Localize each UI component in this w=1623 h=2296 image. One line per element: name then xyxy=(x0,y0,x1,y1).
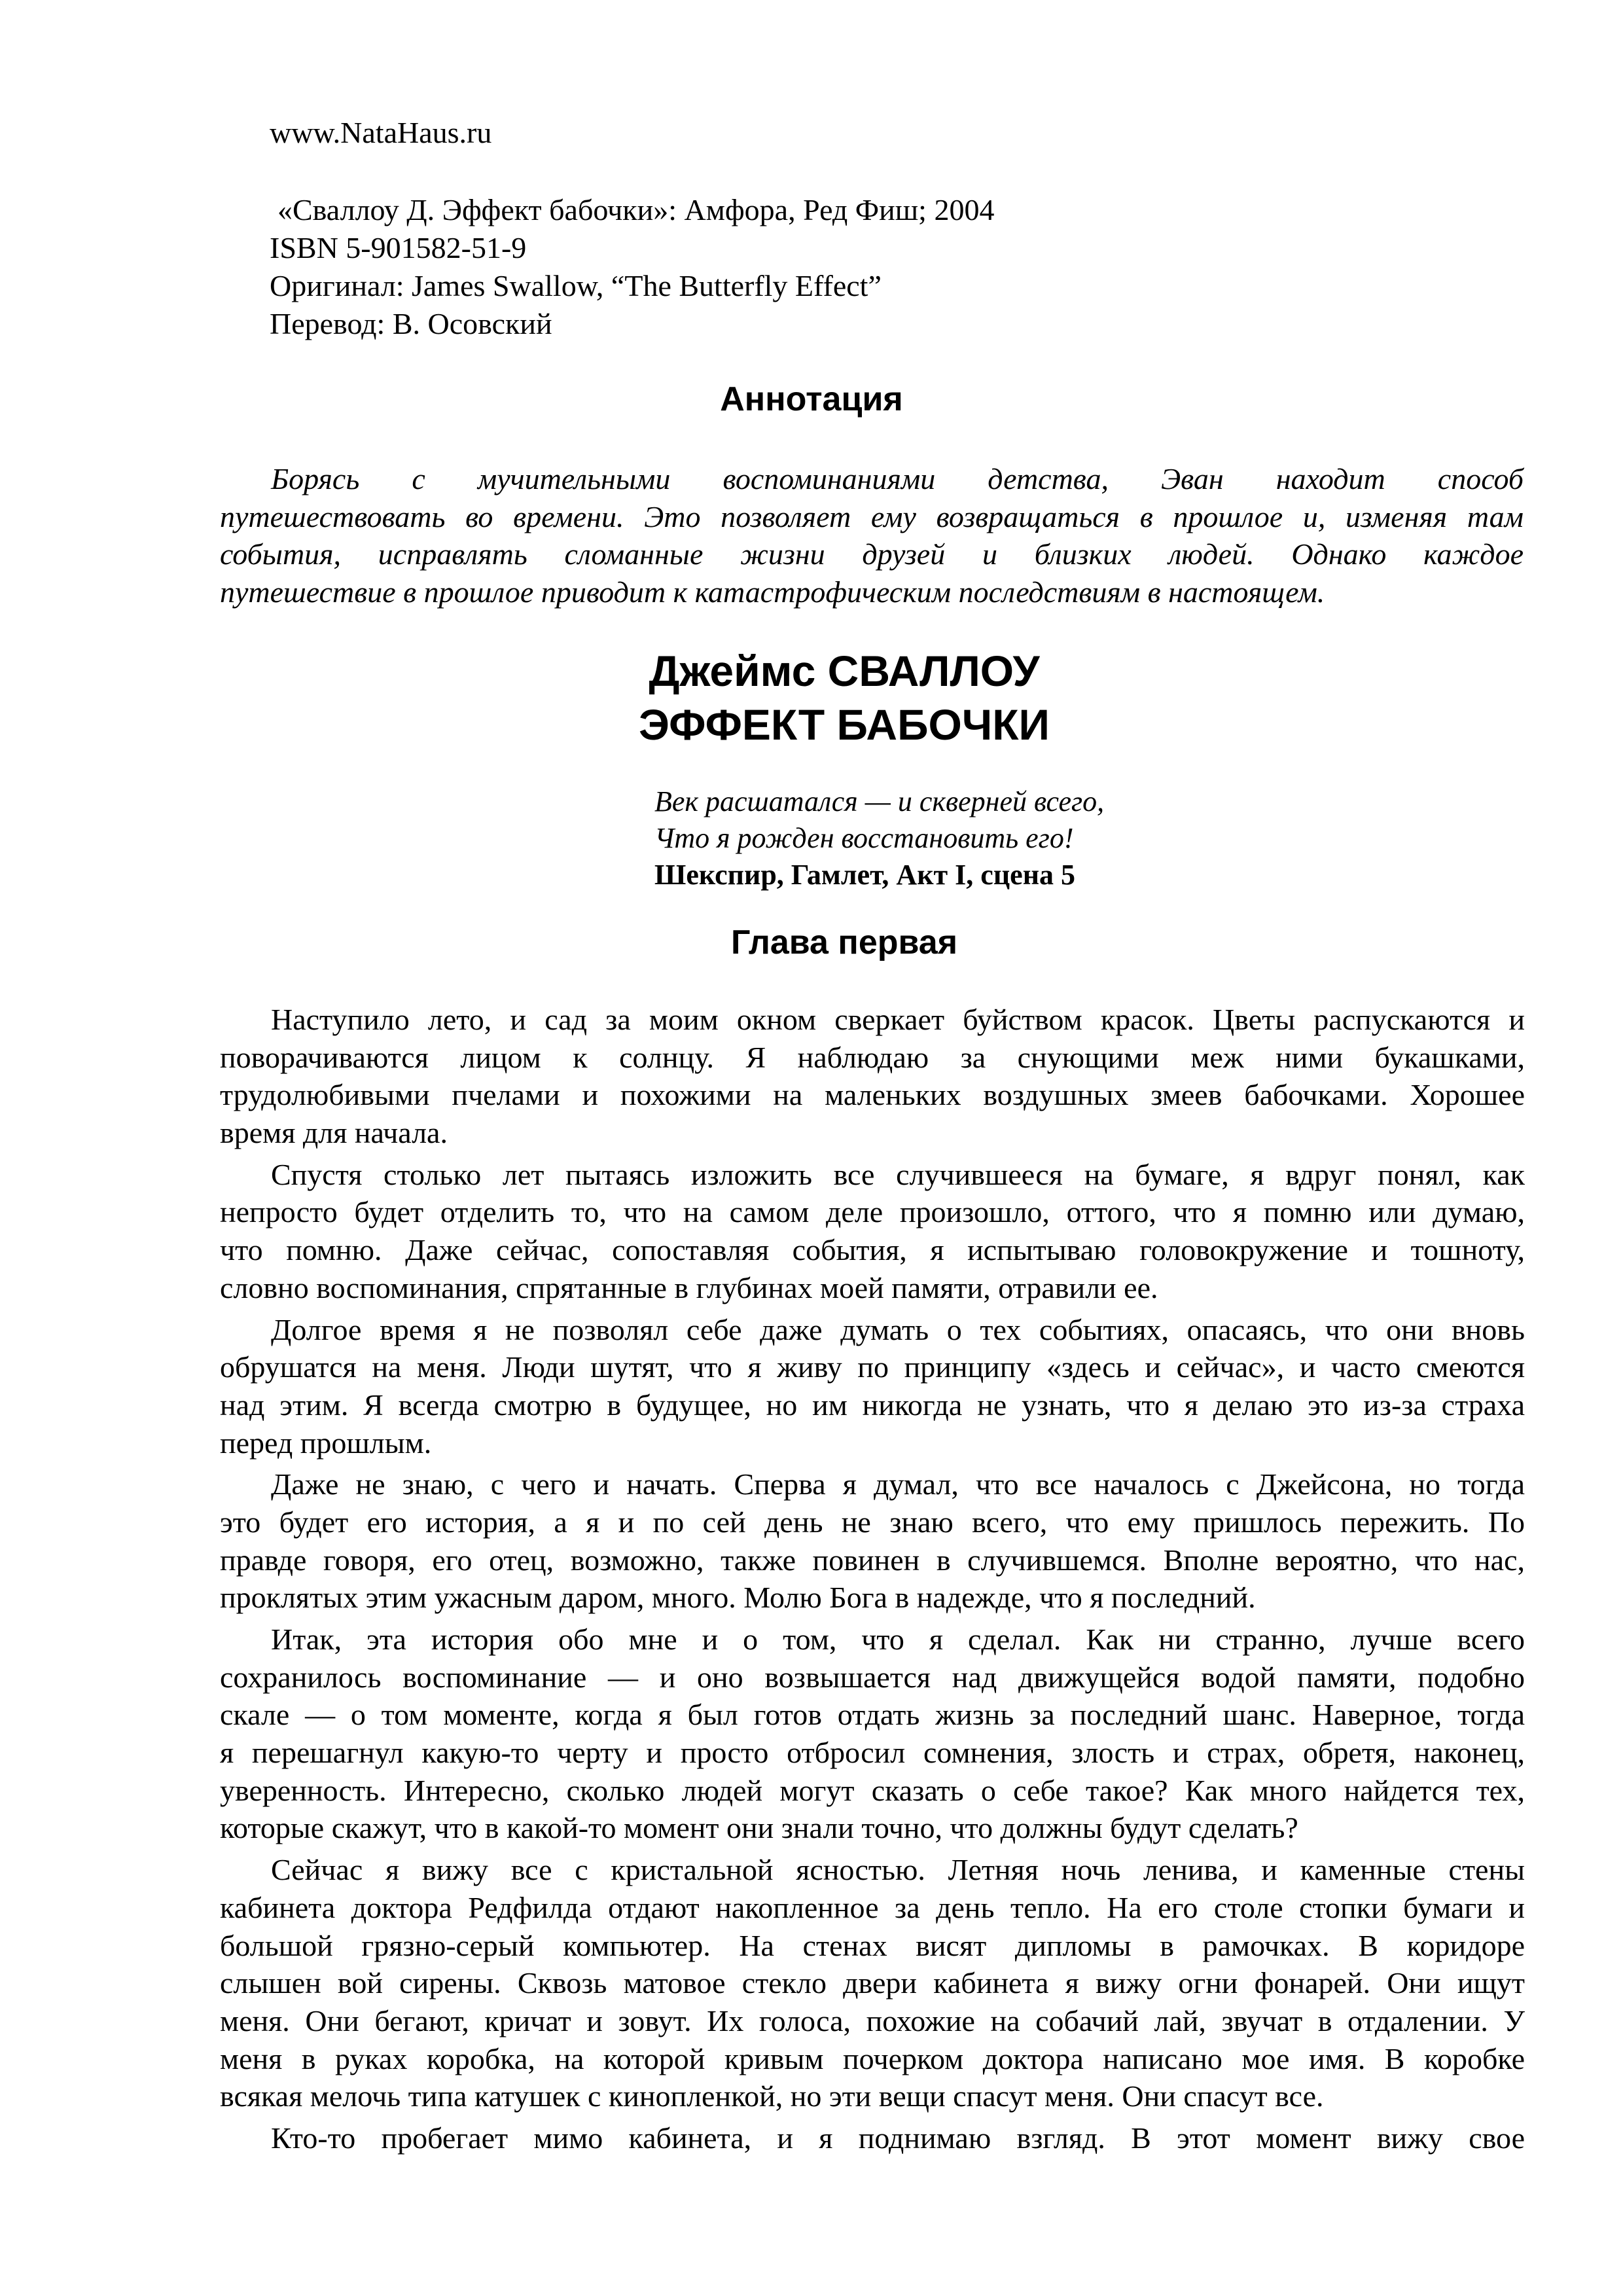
body-line: Наступило лето, и сад за моим окном сверкает буйством красок. Цветы распускаются и xyxy=(271,1003,1525,1036)
bibliographic-info xyxy=(270,191,994,343)
book-title: ЭФФЕКТ БАБОЧКИ xyxy=(639,700,1050,749)
body-line: сохранилось воспоминание — и оно возвышается над движущейся водой памяти, подобно xyxy=(220,1660,1525,1694)
body-line: кабинета доктора Редфилда отдают накопленное за день тепло. На его столе стопки бумаги и xyxy=(220,1890,1525,1924)
body-line: поворачиваются лицом к солнцу. Я наблюдаю за снующими меж ними букашками, xyxy=(220,1040,1525,1074)
epigraph-line: Век расшатался — и скверней всего, xyxy=(654,785,1105,817)
body-line: правде говоря, его отец, возможно, также повинен в случившемся. Вполне вероятно, что нас, xyxy=(220,1543,1525,1577)
body-line: меня в руках коробка, на которой кривым почерком доктора написано мое имя. В коробке xyxy=(220,2041,1525,2075)
source-url: www.NataHaus.ru xyxy=(270,116,492,149)
body-line: Кто-то пробегает мимо кабинета, и я поднимаю взгляд. В этот момент вижу свое xyxy=(271,2121,1525,2155)
body-line: словно воспоминания, спрятанные в глубинах моей памяти, отравили ее. xyxy=(220,1270,1158,1304)
body-line: трудолюбивыми пчелами и похожими на маленьких воздушных змеев бабочками. Хорошее xyxy=(220,1078,1525,1112)
body-line: непросто будет отделить то, что на самом деле произошло, оттого, что я помню или думаю, xyxy=(220,1195,1525,1229)
book-author: Джеймс СВАЛЛОУ xyxy=(649,647,1040,695)
epigraph-line: Что я рожден восстановить его! xyxy=(654,822,1074,854)
body-line: всякая мелочь типа катушек с кинопленкой, но эти вещи спасут меня. Они спасут все. xyxy=(220,2079,1324,2113)
annotation-heading: Аннотация xyxy=(720,380,903,418)
bib-original: Оригинал: James Swallow, “The Butterfly Effect” xyxy=(270,269,882,302)
chapter-body xyxy=(220,1001,1525,2157)
annotation-text xyxy=(220,460,1524,611)
body-line: Даже не знаю, с чего и начать. Сперва я думал, что все началось с Джейсона, но тогда xyxy=(271,1467,1525,1501)
body-line: Спустя столько лет пытаясь изложить все случившееся на бумаге, я вдруг понял, как xyxy=(271,1157,1525,1191)
annotation-line: Борясь с мучительными воспоминаниями детства, Эван находит способ xyxy=(271,462,1524,495)
body-line: время для начала. xyxy=(220,1116,448,1150)
body-line: я перешагнул какую-то черту и просто отбросил сомнения, злость и страх, обретя, наконец, xyxy=(220,1736,1525,1770)
body-line: Долгое время я не позволял себе даже думать о тех событиях, опасаясь, что они вновь xyxy=(271,1312,1525,1346)
body-line: большой грязно-серый компьютер. На стенах висят дипломы в рамочках. В коридоре xyxy=(220,1928,1525,1962)
bib-citation: «Сваллоу Д. Эффект бабочки»: Амфора, Ред Фиш; 2004 xyxy=(277,193,995,226)
body-line: скале — о том моменте, когда я был готов отдать жизнь за последний шанс. Наверное, тогда xyxy=(220,1698,1525,1732)
chapter-heading: Глава первая xyxy=(730,924,958,961)
body-line: меня. Они бегают, кричат и зовут. Их голоса, похожие на собачий лай, звучат в отдалении. У xyxy=(220,2003,1525,2037)
body-line: уверенность. Интересно, сколько людей могут сказать о себе такое? Как много найдется тех, xyxy=(220,1773,1525,1807)
annotation-line: путешествовать во времени. Это позволяет ему возвращаться в прошлое и, изменяя там xyxy=(220,499,1524,533)
body-line: слышен вой сирены. Сквозь матовое стекло двери кабинета я вижу огни фонарей. Они ищут xyxy=(220,1966,1525,2000)
body-line: перед прошлым. xyxy=(220,1426,432,1460)
epigraph xyxy=(654,783,1104,893)
body-line: над этим. Я всегда смотрю в будущее, но им никогда не узнать, что я делаю это из-за страха xyxy=(220,1388,1525,1422)
annotation-line: события, исправлять сломанные жизни друзей и близких людей. Однако каждое xyxy=(220,537,1524,571)
body-line: проклятых этим ужасным даром, много. Молю Бога в надежде, что я последний. xyxy=(220,1581,1256,1615)
body-line: что помню. Даже сейчас, сопоставляя события, я испытываю головокружение и тошноту, xyxy=(220,1233,1525,1267)
body-line: Итак, эта история обо мне и о том, что я сделал. Как ни странно, лучше всего xyxy=(271,1623,1525,1656)
body-line: это будет его история, а я и по сей день не знаю всего, что ему пришлось пережить. По xyxy=(220,1505,1525,1539)
body-line: обрушатся на меня. Люди шутят, что я живу по принципу «здесь и сейчас», и часто смеются xyxy=(220,1350,1525,1384)
epigraph-attribution: Шекспир, Гамлет, Акт I, сцена 5 xyxy=(654,859,1076,891)
bib-translator: Перевод: В. Осовский xyxy=(270,307,552,340)
body-line: которые скажут, что в какой-то момент они знали точно, что должны будут сделать? xyxy=(220,1811,1298,1845)
annotation-line: путешествие в прошлое приводит к катастрофическим последствиям в настоящем. xyxy=(220,575,1325,609)
bib-isbn: ISBN 5-901582-51-9 xyxy=(270,231,527,264)
body-line: Сейчас я вижу все с кристальной ясностью. Летняя ночь ленива, и каменные стены xyxy=(271,1853,1525,1887)
